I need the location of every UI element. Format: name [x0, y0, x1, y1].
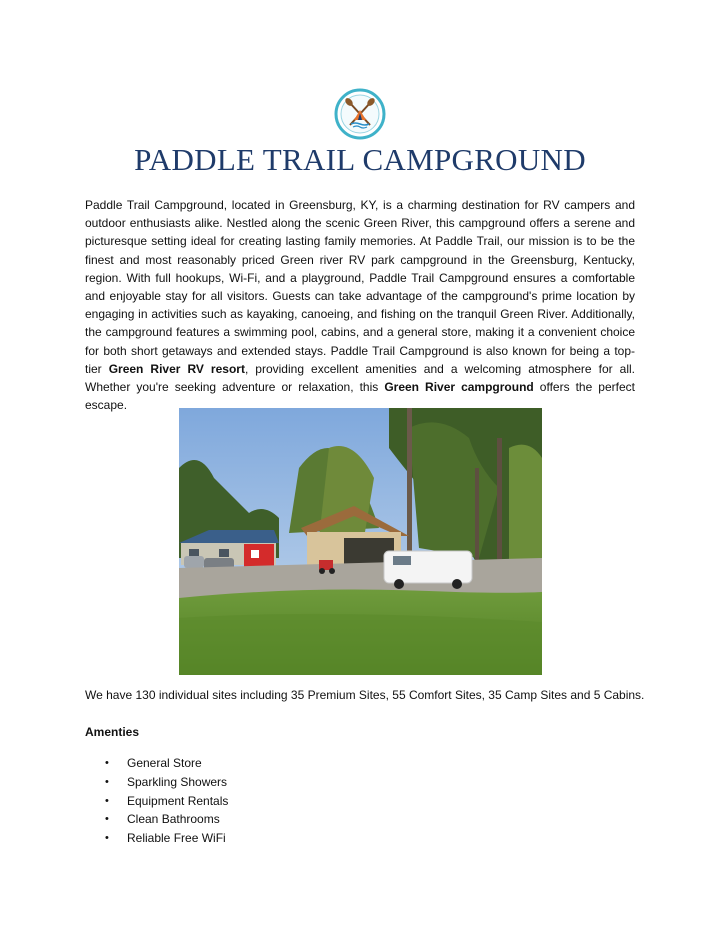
bullet-icon: •	[105, 832, 109, 845]
intro-paragraph	[85, 196, 635, 414]
amenity-label: Clean Bathrooms	[127, 812, 220, 827]
page-title: PADDLE TRAIL CAMPGROUND	[134, 142, 586, 177]
intro-text-1: Paddle Trail Campground, located in Greensburg, KY, is a charming destination for RV campers and outdoor enthusiasts alike. Nestled along the scenic Green River, this campground offers a serene and picturesque setting ideal for creating lasting family memories. At Paddle Trail, our mission is to be the finest and most reasonably priced Green river RV park campground in the Greensburg, Kentucky, region. With full hookups, Wi-Fi, and a playground, Paddle Trail Campground ensures a comfortable and enjoyable stay for all visitors. Guests can take advantage of the campground's prime location by engaging in activities such as kayaking, canoeing, and fishing on the tranquil Green River. Additionally, the campground features a swimming pool, cabins, and a general store, making it a convenient choice for both short getaways and extended stays. Paddle Trail Campground is also known for being a top-tier	[85, 198, 635, 376]
amenities-list	[85, 754, 228, 848]
intro-text-2: , providing excellent amenities and a welcoming atmosphere for all. Whether you're seeking adventure or relaxation, this	[85, 361, 635, 395]
campground-logo-icon	[334, 88, 386, 140]
amenity-label: General Store	[127, 756, 202, 770]
list-item	[85, 792, 228, 811]
bullet-icon: •	[105, 813, 109, 826]
amenity-label: Reliable Free WiFi	[127, 831, 226, 846]
campground-photo	[179, 408, 542, 675]
list-item	[85, 773, 228, 792]
intro-text-3: offers the perfect escape.	[85, 380, 635, 413]
green-river-campground-text: Green River campground	[384, 380, 534, 395]
amenity-label: Equipment Rentals	[127, 793, 229, 808]
bullet-icon: •	[105, 794, 109, 807]
bullet-icon: •	[105, 757, 109, 769]
list-item	[85, 810, 228, 829]
bullet-icon: •	[105, 775, 109, 788]
amenity-label: Sparkling Showers	[127, 774, 228, 789]
amenities-heading: Amenties	[85, 725, 140, 739]
sites-count-text: We have 130 individual sites including 35 Premium Sites, 55 Comfort Sites, 35 Camp Sites and 5 Cabins.	[85, 688, 645, 702]
list-item	[85, 754, 228, 773]
list-item	[85, 829, 228, 848]
green-river-rv-resort-text: Green River RV resort	[108, 361, 245, 376]
